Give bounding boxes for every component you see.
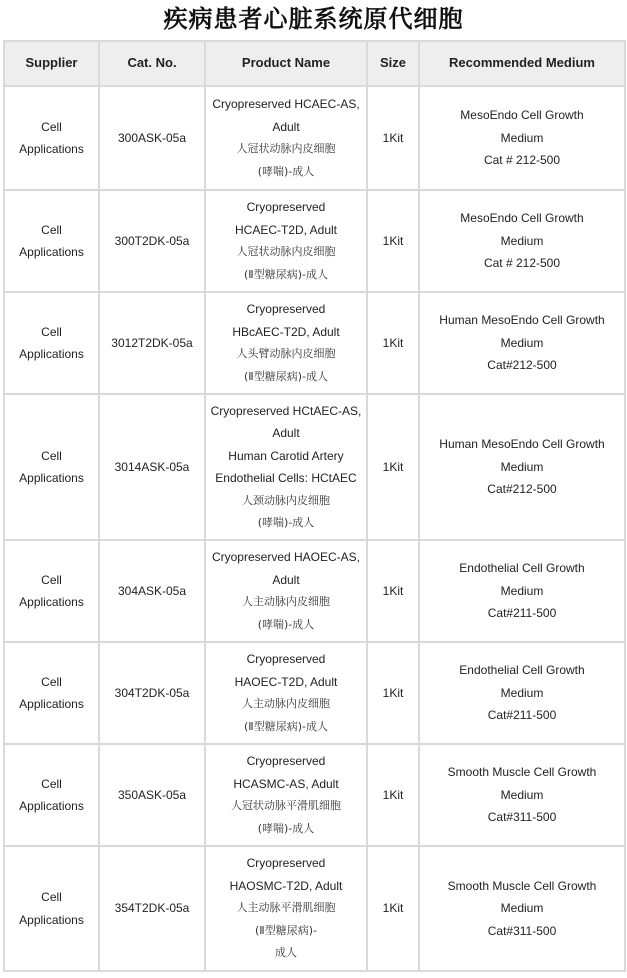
medium-text: Medium: [500, 130, 544, 145]
table-row: [5, 293, 624, 393]
cat-no-text: 300T2DK-05a: [114, 233, 190, 248]
table-row: [5, 541, 624, 641]
recommended-medium-cell: [420, 847, 624, 970]
page-title: 疾病患者心脏系统原代细胞: [163, 5, 464, 33]
supplier-text: Cell: [41, 222, 62, 237]
supplier-text: Applications: [19, 347, 84, 361]
medium-text: Cat#212-500: [487, 482, 557, 497]
supplier-text: Applications: [19, 142, 84, 156]
header-size: Size: [368, 42, 418, 85]
product-name-text: Adult: [272, 426, 300, 440]
cat-no-cell: [100, 541, 204, 641]
supplier-cell: [5, 293, 98, 393]
product-name-cn-text: 人头臂动脉内皮细胞: [236, 347, 336, 360]
product-name-cn-text: 人主动脉内皮细胞: [242, 697, 330, 710]
product-name-cell: [206, 293, 366, 393]
size-text: 1Kit: [382, 685, 404, 700]
medium-text: Cat#212-500: [487, 358, 557, 373]
product-name-cn-text: 人冠状动脉平滑肌细胞: [231, 799, 341, 812]
recommended-medium-cell: [420, 191, 624, 291]
product-name-cn-text: (Ⅱ型糖尿病)-: [255, 923, 317, 937]
cat-no-text: 304ASK-05a: [117, 583, 187, 598]
table-row: [5, 643, 624, 743]
product-name-cn-text: (Ⅱ型糖尿病)-成人: [244, 267, 328, 281]
table-row: [5, 191, 624, 291]
product-name-text: Cryopreserved HCAEC-AS,: [212, 97, 360, 111]
supplier-cell: [5, 395, 98, 539]
table-row: [5, 87, 624, 189]
product-name-text: Cryopreserved: [246, 652, 326, 666]
product-name-text: HAOEC-T2D, Adult: [234, 674, 338, 689]
medium-text: Medium: [500, 787, 544, 802]
medium-text: Smooth Muscle Cell Growth: [447, 878, 597, 893]
table-row: [5, 847, 624, 970]
product-name-cn-text: 成人: [275, 946, 297, 960]
recommended-medium-cell: [420, 745, 624, 845]
medium-text: Medium: [500, 583, 544, 598]
recommended-medium-cell: [420, 541, 624, 641]
medium-text: Cat#311-500: [487, 923, 557, 938]
product-name-text: Cryopreserved: [246, 302, 326, 316]
supplier-cell: [5, 643, 98, 743]
cat-no-cell: [100, 643, 204, 743]
cat-no-text: 350ASK-05a: [117, 787, 187, 802]
medium-text: Medium: [500, 233, 544, 248]
medium-text: MesoEndo Cell Growth: [460, 211, 584, 226]
size-cell: [368, 293, 418, 393]
medium-text: Medium: [500, 685, 544, 700]
header-product-name: Product Name: [206, 42, 366, 85]
size-cell: [368, 541, 418, 641]
cat-no-text: 3012T2DK-05a: [111, 335, 193, 350]
size-text: 1Kit: [382, 459, 404, 474]
table-row: [5, 395, 624, 539]
product-name-cell: [206, 745, 366, 845]
size-cell: [368, 191, 418, 291]
supplier-text: Cell: [41, 572, 62, 587]
recommended-medium-cell: [420, 293, 624, 393]
product-name-text: HCASMC-AS, Adult: [233, 776, 339, 791]
size-cell: [368, 643, 418, 743]
medium-text: Human MesoEndo Cell Growth: [439, 313, 605, 328]
supplier-text: Applications: [19, 799, 84, 813]
product-name-cn-text: 人主动脉内皮细胞: [242, 595, 330, 608]
cat-no-cell: [100, 395, 204, 539]
product-name-cn-text: 人冠状动脉内皮细胞: [236, 142, 336, 155]
size-cell: [368, 87, 418, 189]
supplier-text: Cell: [41, 448, 62, 463]
product-name-cell: [206, 541, 366, 641]
supplier-text: Applications: [19, 595, 84, 609]
product-name-cn-text: (哮喘)-成人: [257, 821, 315, 835]
supplier-text: Applications: [19, 245, 84, 259]
supplier-text: Applications: [19, 912, 84, 927]
header-recommended-medium: Recommended Medium: [420, 42, 624, 85]
recommended-medium-cell: [420, 643, 624, 743]
size-text: 1Kit: [382, 233, 404, 248]
cat-no-text: 354T2DK-05a: [114, 901, 190, 916]
product-name-text: Adult: [272, 572, 300, 587]
product-name-cn-text: (哮喘)-成人: [257, 516, 315, 529]
supplier-cell: [5, 745, 98, 845]
medium-text: Medium: [500, 459, 544, 474]
product-name-cell: [206, 847, 366, 970]
size-cell: [368, 847, 418, 970]
supplier-cell: [5, 87, 98, 189]
cat-no-cell: [100, 87, 204, 189]
header-cat-no: Cat. No.: [100, 42, 204, 85]
size-text: 1Kit: [382, 583, 404, 598]
supplier-text: Applications: [19, 471, 84, 485]
medium-text: Medium: [500, 901, 544, 916]
supplier-cell: [5, 541, 98, 641]
product-name-cn-text: (哮喘)-成人: [257, 164, 315, 178]
product-table: [3, 40, 626, 972]
medium-text: Human MesoEndo Cell Growth: [439, 437, 605, 452]
product-name-text: HBcAEC-T2D, Adult: [232, 324, 340, 339]
supplier-text: Cell: [41, 324, 62, 339]
header-supplier: Supplier: [5, 42, 98, 85]
recommended-medium-cell: [420, 87, 624, 189]
supplier-cell: [5, 847, 98, 970]
supplier-text: Cell: [41, 674, 62, 689]
product-name-text: Cryopreserved HAOEC-AS,: [211, 550, 361, 564]
supplier-text: Applications: [19, 697, 84, 711]
product-name-cn-text: (Ⅱ型糖尿病)-成人: [244, 719, 328, 733]
supplier-text: Cell: [41, 776, 62, 791]
product-name-text: Human Carotid Artery: [228, 448, 344, 463]
medium-text: Endothelial Cell Growth: [459, 561, 585, 576]
table-body: [5, 87, 624, 970]
product-name-text: Cryopreserved: [246, 200, 326, 214]
product-name-cell: [206, 643, 366, 743]
supplier-cell: [5, 191, 98, 291]
product-name-cn-text: 人冠状动脉内皮细胞: [236, 245, 336, 258]
table-header-row: [5, 42, 624, 85]
size-text: 1Kit: [382, 335, 404, 350]
supplier-text: Cell: [41, 890, 62, 904]
product-name-text: Cryopreserved: [246, 754, 326, 768]
cat-no-text: 300ASK-05a: [117, 130, 187, 145]
cat-no-cell: [100, 745, 204, 845]
medium-text: Cat # 212-500: [483, 256, 561, 271]
product-name-cn-text: (哮喘)-成人: [257, 617, 315, 631]
product-name-cn-text: 人颈动脉内皮细胞: [242, 493, 330, 507]
product-name-cell: [206, 395, 366, 539]
size-cell: [368, 395, 418, 539]
cat-no-cell: [100, 191, 204, 291]
product-name-text: HCAEC-T2D, Adult: [234, 222, 338, 237]
cat-no-cell: [100, 293, 204, 393]
product-name-text: Endothelial Cells: HCtAEC: [215, 471, 357, 485]
cat-no-text: 3014ASK-05a: [114, 459, 190, 474]
product-name-text: HAOSMC-T2D, Adult: [229, 878, 343, 893]
medium-text: Smooth Muscle Cell Growth: [447, 765, 597, 780]
cat-no-text: 304T2DK-05a: [114, 685, 190, 700]
product-name-text: Adult: [272, 119, 300, 134]
size-cell: [368, 745, 418, 845]
medium-text: Cat#311-500: [487, 810, 557, 825]
medium-text: Cat#211-500: [487, 708, 557, 723]
size-text: 1Kit: [382, 787, 404, 802]
medium-text: Cat # 212-500: [483, 153, 561, 168]
product-name-cell: [206, 191, 366, 291]
size-text: 1Kit: [382, 130, 404, 145]
product-name-text: Cryopreserved: [246, 856, 326, 871]
product-name-cn-text: (Ⅱ型糖尿病)-成人: [244, 369, 328, 383]
recommended-medium-cell: [420, 395, 624, 539]
medium-text: Endothelial Cell Growth: [459, 663, 585, 678]
medium-text: Medium: [500, 335, 544, 350]
medium-text: MesoEndo Cell Growth: [460, 108, 584, 123]
supplier-text: Cell: [41, 119, 62, 134]
product-name-cn-text: 人主动脉平滑肌细胞: [236, 901, 336, 915]
cat-no-cell: [100, 847, 204, 970]
product-name-text: Cryopreserved HCtAEC-AS,: [210, 403, 362, 418]
table-row: [5, 745, 624, 845]
size-text: 1Kit: [382, 901, 404, 916]
product-name-cell: [206, 87, 366, 189]
medium-text: Cat#211-500: [487, 606, 557, 621]
